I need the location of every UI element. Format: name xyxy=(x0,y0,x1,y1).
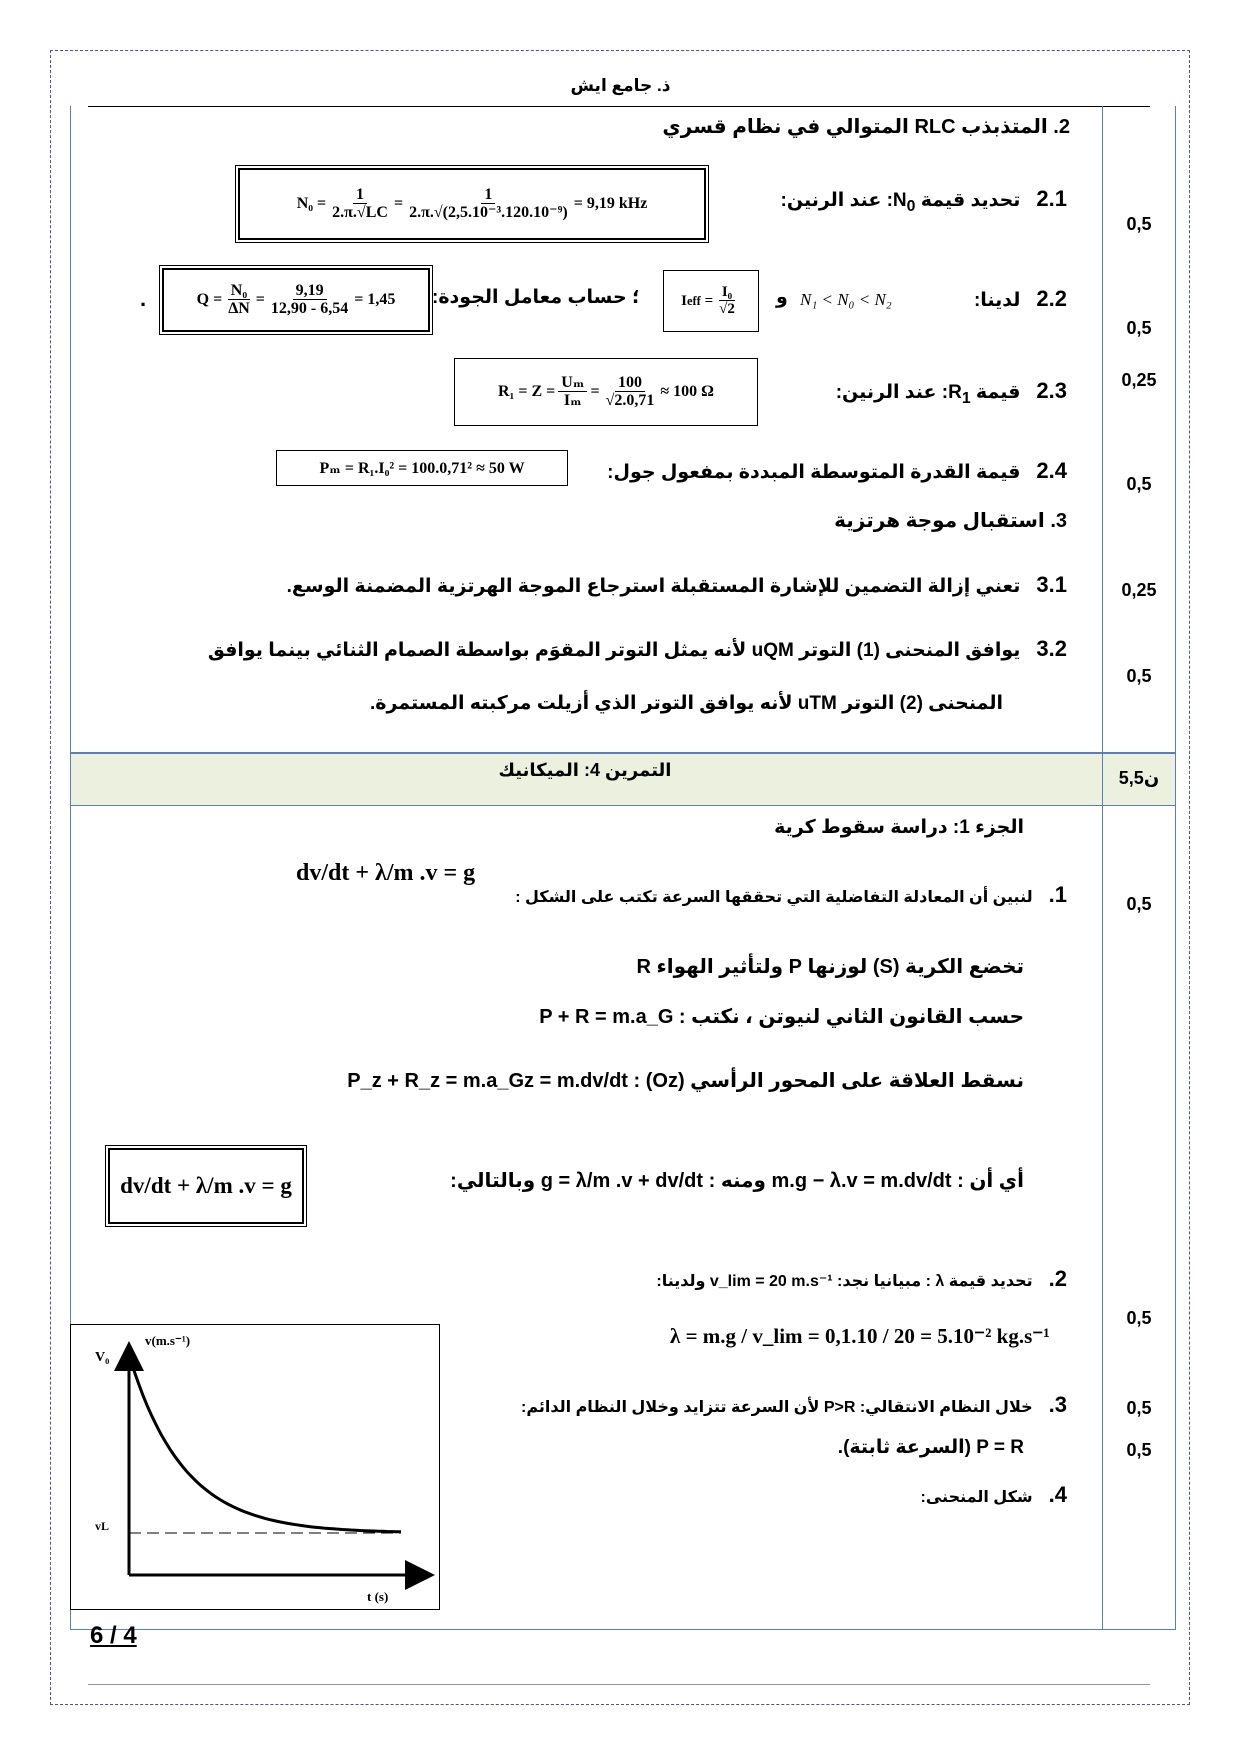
derivation-line: أي أن : m.g − λ.v = m.dv/dt ومنه : g = λ/m .v + dv/dt وبالتالي: xyxy=(450,1170,1024,1192)
q22-and: و xyxy=(776,287,788,308)
q31-label: 3.1تعني إزالة التضمين للإشارة المستقبلة استرجاع الموجة الهرتزية المضمنة الوسع. xyxy=(286,572,1067,597)
q24-label: 2.4قيمة القدرة المتوسطة المبددة بمفعول جول: xyxy=(607,458,1067,483)
grid-bottom xyxy=(70,1629,1176,1630)
q2-score: 0,5 xyxy=(1126,1308,1152,1328)
band-bottom-line xyxy=(70,805,1176,806)
q3-statement2: P = R (السرعة ثابتة). xyxy=(837,1437,1024,1458)
q31-score: 0,25 xyxy=(1121,580,1157,600)
q21-formula-box: N₀ = $\frac{1}{2.\pi.√LC}$ = $\frac{1}{\text{2.π.√(2,5.10⁻³.120.10⁻⁹)}}$ = 9,19 kHz xyxy=(238,168,706,240)
grid-right xyxy=(1175,106,1176,1630)
section3-title: 3. استقبال موجة هرتزية xyxy=(834,510,1067,532)
q22-label: 2.2لدينا: xyxy=(973,286,1067,311)
q32-line2: المنحنى (2) التوتر uTM لأنه يوافق التوتر الذي أزيلت مركبته المستمرة. xyxy=(369,693,1003,714)
q3-score2: 0,5 xyxy=(1126,1440,1152,1460)
q21-score: 0,5 xyxy=(1126,214,1152,234)
y-axis-label: v(m.s⁻¹) xyxy=(145,1333,191,1348)
q23-formula-box: R₁ = Z = $\frac{\text{Uₘ}}{\text{Iₘ}}$ = $\frac{100}{√2.0,71}$ ≈ 100 Ω xyxy=(454,358,758,426)
q3-score1: 0,5 xyxy=(1126,1398,1152,1418)
vl-label: vL xyxy=(95,1519,110,1533)
band-top-line xyxy=(70,752,1176,754)
final-equation-box: dv/dt + λ/m .v = g xyxy=(108,1148,304,1224)
q4-statement: 4.شكل المنحنى: xyxy=(920,1482,1067,1507)
q21-label: 2.1تحديد قيمة $N_0$: عند الرنين: xyxy=(780,186,1067,215)
q22-quality-box: Q = $\frac{\text{N₀}}{\Delta N}$ = $\frac{9,19}{12,90 - 6,54}$ = 1,45 xyxy=(162,268,430,332)
q22-middle-text: ؛ حساب معامل الجودة: xyxy=(432,287,640,308)
q3-statement: 3.خلال النظام الانتقالي: P>R لأن السرعة تتزايد وخلال النظام الدائم: xyxy=(521,1392,1067,1417)
newton-line: حسب القانون الثاني لنيوتن ، نكتب : P + R = m.a_G xyxy=(539,1006,1024,1028)
q23-label: 2.3قيمة $R_1$: عند الرنين: xyxy=(835,378,1067,407)
velocity-chart xyxy=(70,1324,440,1610)
q22-score: 0,5 xyxy=(1126,318,1152,338)
q2-statement: 2.تحديد قيمة λ : مبيانيا نجد: v_lim = 20 m.s⁻¹ ولدينا: xyxy=(656,1266,1067,1291)
q1-score: 0,5 xyxy=(1126,894,1152,914)
q24-formula-box: Pₘ = R₁.I₀² = 100.0,71² ≈ 50 W xyxy=(276,450,568,486)
exercise4-score: 5,5ن xyxy=(1118,768,1160,788)
part1-title: الجزء 1: دراسة سقوط كرية xyxy=(774,817,1024,838)
x-axis-label: t (s) xyxy=(367,1589,389,1604)
projection-line: نسقط العلاقة على المحور الرأسي (Oz) : P_z + R_z = m.a_Gz = m.dv/dt xyxy=(347,1070,1024,1092)
q32-line1: 3.2يوافق المنحنى (1) التوتر uQM لأنه يمثل التوتر المقوَم بواسطة الصمام الثنائي بينما يوافق xyxy=(207,636,1067,661)
exercise4-title: التمرين 4: الميكانيك xyxy=(498,760,672,780)
footer-rule xyxy=(88,1684,1150,1685)
author-header: ذ. جامع ايش xyxy=(570,76,671,95)
q1-equation: dv/dt + λ/m .v = g xyxy=(296,860,476,886)
q22-ieff-box: I eff = $\frac{\text{I₀}}{√2}$ xyxy=(663,270,759,332)
q22-inequality: N₁ < N₀ < N₂ xyxy=(800,290,892,309)
q23-score: 0,25 xyxy=(1121,370,1157,390)
page-number: 6 / 4 xyxy=(90,1622,137,1649)
velocity-chart-svg xyxy=(71,1325,441,1611)
q2-formula: λ = m.g / v_lim = 0,1.10 / 20 = 5.10⁻² kg.s⁻¹ xyxy=(670,1324,1050,1348)
forces-line: تخضع الكرية (S) لوزنها P ولتأثير الهواء R xyxy=(636,956,1024,978)
section2-title: 2. المتذبذب RLC المتوالي في نظام قسري xyxy=(662,116,1070,138)
q1-statement: 1.لنبين أن المعادلة التفاضلية التي تحققها السرعة تكتب على الشكل : xyxy=(515,882,1067,907)
velocity-curve xyxy=(129,1355,401,1532)
q22-end: . xyxy=(140,286,147,311)
q24-score: 0,5 xyxy=(1126,474,1152,494)
v0-label: V₀ xyxy=(95,1350,110,1365)
q32-score: 0,5 xyxy=(1126,666,1152,686)
